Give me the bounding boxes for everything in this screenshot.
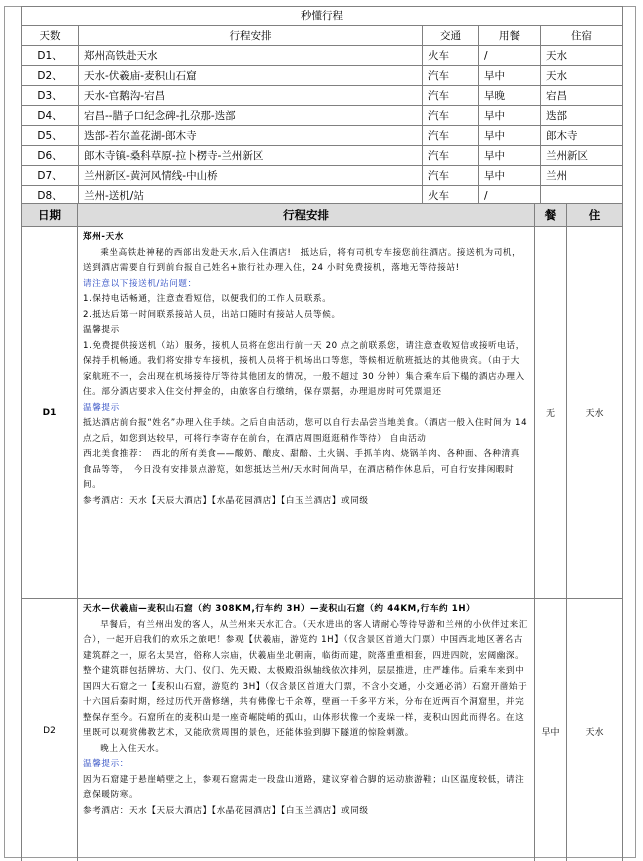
notice-item: 2.抵达后第一时间联系接站人员，出站口随时有接站人员等候。 bbox=[83, 309, 341, 320]
meal-cell: 早中 bbox=[479, 166, 541, 186]
hotel-reference: 参考酒店：天水【天辰大酒店】【水晶花园酒店】【白玉兰酒店】或同级 bbox=[83, 805, 369, 816]
day-description bbox=[78, 599, 535, 861]
detail-table bbox=[21, 203, 623, 861]
day-cell: D3、 bbox=[22, 86, 79, 106]
meal-cell: / bbox=[479, 186, 541, 206]
day-description bbox=[78, 227, 535, 599]
notice-item: 1.保持电话畅通，注意查看短信，以便我们的工作人员联系。 bbox=[83, 294, 332, 304]
transport-cell: 火车 bbox=[423, 186, 479, 206]
table-row bbox=[22, 166, 623, 186]
header-day: 天数 bbox=[22, 26, 79, 46]
food-text: 西北美食推荐： 西北的所有美食——酸奶、酿皮、甜醅、土火锅、手抓羊肉、烧锅羊肉、各种面、各种清真食品等等， 今日没有安排景点游览，如您抵达兰州/天水时间尚早，在酒店稍作休息后，可自行安排闲暇时间。 bbox=[83, 449, 521, 490]
header-transport: 交通 bbox=[423, 26, 479, 46]
tip-text: 1.免费提供接送机（站）服务，接机人员将在您出行前一天 20 点之前联系您，请注意查收短信或接听电话，保持手机畅通。我们将安排专车接机，接机人员将于机场出口等您，等候相近航班抵达的其他贵宾。（由于大家航班不一，会出现在机场接待厅等待其他团友的情况，一般不超过 30 分钟）集合乘车后下榻的酒店办理入住。部分酒店要求入住交付押金的，由旅客自行缴纳，保存票据，办理退房时可凭票退还 bbox=[83, 340, 525, 397]
route-cell: 迭部-若尔盖花湖-郎木寺 bbox=[79, 126, 423, 146]
hotel-cell: 兰州 bbox=[541, 166, 623, 186]
route-cell: 兰州新区-黄河风情线-中山桥 bbox=[79, 166, 423, 186]
day-paragraph: 早餐后，有兰州出发的客人，从兰州来天水汇合。（天水进出的客人请耐心等待导游和兰州的小伙伴过来汇合），一起开启我们的欢乐之旅吧！参观【伏羲庙，游览约 1H】（仅含景区首道大门票）中国西北地区著名古建筑群之一，原名太昊宫，俗称人宗庙，伏羲庙坐北朝南，临街而建，院落重重相套，四进四院，宏阔幽深。整个建筑群包括牌坊、大门、仪门、先天殿、太极殿沿纵轴线依次排列，层层推进，庄严雄伟。后乘车来到中国四大石窟之一【麦积山石窟，游览约 3H】（仅含景区首道大门票，不含小交通，小交通必消）石窟开凿始于十六国后秦时期，经过历代开凿修缮，共有佛像七千余尊，壁画一千多平方米，分布在近两百个洞窟里，并完整保存至今。石窟所在的麦积山是一座奇崛陡峭的孤山，山体形状像一个麦垛一样，麦积山因此而得名。在这里既可以观赏佛教艺术，又能欣赏周围的景色，还能体验到脚下隧道的惊险刺激。 bbox=[83, 619, 528, 738]
stay-value: 天水 bbox=[567, 227, 623, 599]
header-meals: 用餐 bbox=[479, 26, 541, 46]
meal-cell: 早晚 bbox=[479, 86, 541, 106]
transport-cell: 火车 bbox=[423, 46, 479, 66]
meal-value: 无 bbox=[535, 227, 567, 599]
day-label: D2 bbox=[22, 599, 78, 861]
tip-label: 温馨提示 bbox=[83, 325, 120, 335]
transport-cell: 汽车 bbox=[423, 66, 479, 86]
table-row bbox=[22, 126, 623, 146]
day-paragraph: 晚上入住天水。 bbox=[100, 743, 165, 754]
hotel-cell: 兰州新区 bbox=[541, 146, 623, 166]
meal-cell: 早中 bbox=[479, 126, 541, 146]
notice-label: 请注意以下接送机/站问题： bbox=[83, 278, 197, 289]
day-row bbox=[22, 599, 623, 861]
day-cell: D8、 bbox=[22, 186, 79, 206]
meal-cell: / bbox=[479, 46, 541, 66]
transport-cell: 汽车 bbox=[423, 106, 479, 126]
route-cell: 天水-伏羲庙-麦积山石窟 bbox=[79, 66, 423, 86]
route-cell: 郎木寺镇-桑科草原-拉卜楞寺-兰州新区 bbox=[79, 146, 423, 166]
tip-text: 因为石窟建于悬崖峭壁之上，参观石窟需走一段盘山道路，建议穿着合脚的运动旅游鞋；山区温度较低，请注意保暖防寒。 bbox=[83, 774, 525, 800]
summary-table bbox=[21, 6, 623, 206]
meal-cell: 早中 bbox=[479, 146, 541, 166]
hotel-cell: 宕昌 bbox=[541, 86, 623, 106]
hotel-cell: 天水 bbox=[541, 46, 623, 66]
day-cell: D2、 bbox=[22, 66, 79, 86]
day-intro: 乘坐高铁赴神秘的西部出发赴天水,后入住酒店! 抵达后，将有司机专车接您前往酒店。接送机为司机，送到酒店需要自行到前台报自己姓名+旅行社办理入住，24 小时免费接机，落地无等待接站! bbox=[83, 247, 522, 273]
transport-cell: 汽车 bbox=[423, 146, 479, 166]
route-cell: 天水-官鹅沟-宕昌 bbox=[79, 86, 423, 106]
route-cell: 郑州高铁赴天水 bbox=[79, 46, 423, 66]
transport-cell: 汽车 bbox=[423, 126, 479, 146]
table-row bbox=[22, 46, 623, 66]
tip-label: 温馨提示： bbox=[83, 759, 129, 769]
table-row bbox=[22, 146, 623, 166]
header-itinerary: 行程安排 bbox=[79, 26, 423, 46]
day-cell: D5、 bbox=[22, 126, 79, 146]
day-title: 天水—伏羲庙—麦积山石窟（约 308KM,行车约 3H）—麦积山石窟（约 44KM,行车约 1H） bbox=[83, 604, 476, 614]
meal-cell: 早中 bbox=[479, 66, 541, 86]
detail-header-date: 日期 bbox=[22, 204, 78, 227]
meal-cell: 早中 bbox=[479, 106, 541, 126]
route-cell: 宕昌--腊子口纪念碑-扎尕那-迭部 bbox=[79, 106, 423, 126]
day-cell: D6、 bbox=[22, 146, 79, 166]
hotel-reference: 参考酒店：天水【天辰大酒店】【水晶花园酒店】【白玉兰酒店】或同级 bbox=[83, 495, 369, 506]
hotel-cell: 迭部 bbox=[541, 106, 623, 126]
stay-value: 天水 bbox=[567, 599, 623, 861]
meal-value: 早中 bbox=[535, 599, 567, 861]
day-row bbox=[22, 227, 623, 599]
day-cell: D4、 bbox=[22, 106, 79, 126]
transport-cell: 汽车 bbox=[423, 166, 479, 186]
detail-header-stay: 住 bbox=[567, 204, 623, 227]
detail-header-meal: 餐 bbox=[535, 204, 567, 227]
table-row bbox=[22, 106, 623, 126]
hotel-cell: 天水 bbox=[541, 66, 623, 86]
day-cell: D7、 bbox=[22, 166, 79, 186]
table-row bbox=[22, 66, 623, 86]
route-cell: 兰州-送机/站 bbox=[79, 186, 423, 206]
detail-header-itinerary: 行程安排 bbox=[78, 204, 535, 227]
header-hotel: 住宿 bbox=[541, 26, 623, 46]
hotel-cell: 郎木寺 bbox=[541, 126, 623, 146]
day-cell: D1、 bbox=[22, 46, 79, 66]
transport-cell: 汽车 bbox=[423, 86, 479, 106]
summary-title: 秒懂行程 bbox=[22, 7, 623, 26]
day-label: D1 bbox=[22, 227, 78, 599]
tip-text: 抵达酒店前台报“姓名”办理入住手续。之后自由活动，您可以自行去品尝当地美食。（酒店一般入住时间为 14 点之后，如您到达较早，可将行李寄存在前台，在酒店周围逛逛稍作等待） 自由活动 bbox=[83, 418, 528, 444]
tip-label: 温馨提示 bbox=[83, 402, 120, 413]
table-row bbox=[22, 86, 623, 106]
day-title: 郑州-天水 bbox=[83, 232, 124, 242]
